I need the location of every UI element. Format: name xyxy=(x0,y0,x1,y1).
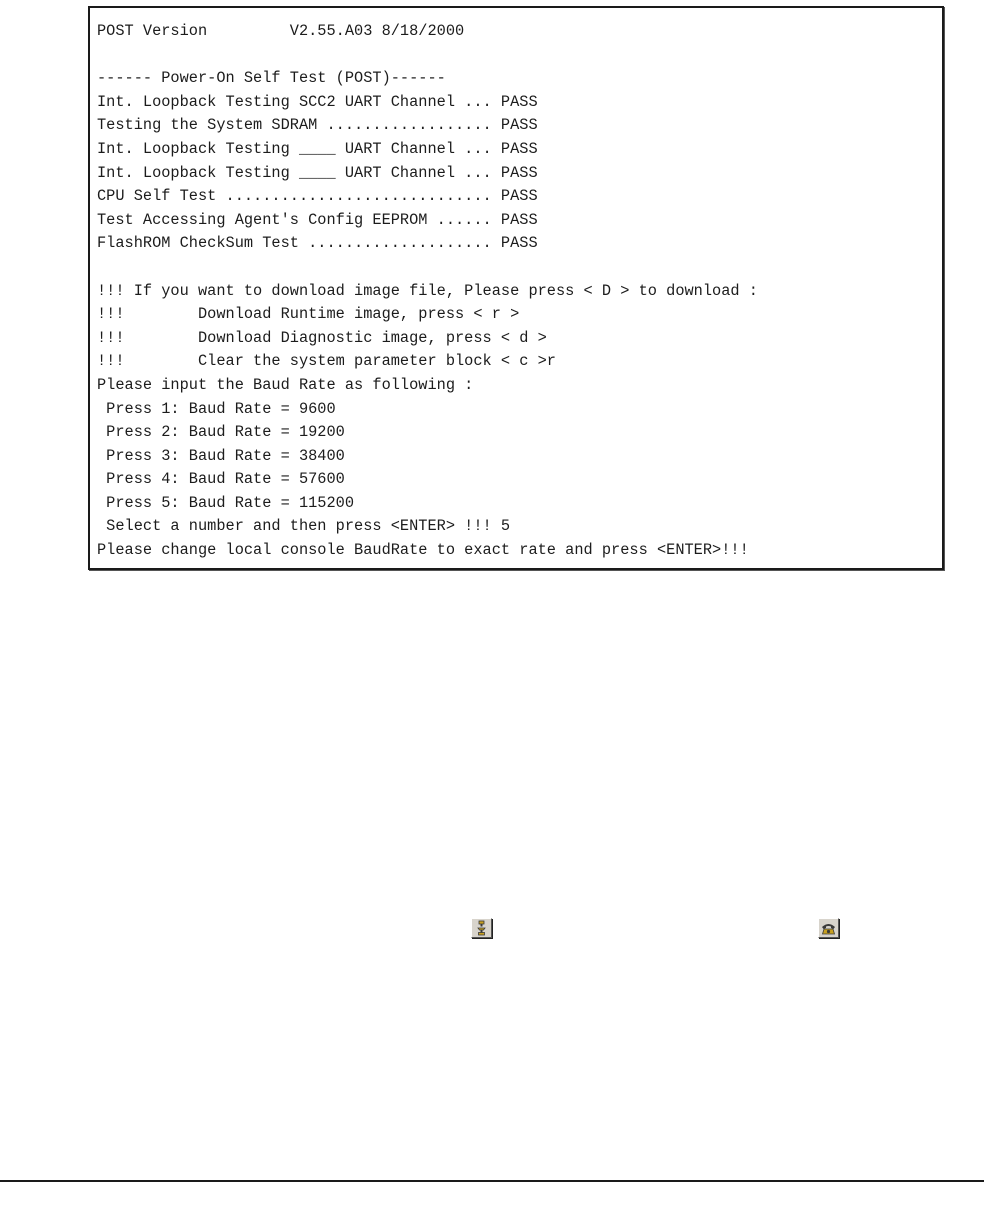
terminal-line: Int. Loopback Testing ____ UART Channel ... PASS xyxy=(97,139,538,158)
terminal-line: !!! Download Diagnostic image, press < d > xyxy=(97,328,547,347)
terminal-output[interactable] xyxy=(88,6,944,570)
terminal-line: ------ Power-On Self Test (POST)------ xyxy=(97,69,446,88)
terminal-line xyxy=(97,256,942,280)
connect-icon xyxy=(820,920,837,936)
terminal-line: Select a number and then press <ENTER> !!! 5 xyxy=(97,517,511,536)
terminal-line: Test Accessing Agent's Config EEPROM ...... PASS xyxy=(97,210,538,229)
terminal-line: Please change local console BaudRate to exact rate and press <ENTER>!!! xyxy=(97,541,749,560)
connect-button[interactable] xyxy=(818,918,839,938)
terminal-line: !!! Clear the system parameter block < c >r xyxy=(97,352,556,371)
terminal-line: !!! If you want to download image file, Please press < D > to download : xyxy=(97,281,758,300)
terminal-line: Press 4: Baud Rate = 57600 xyxy=(97,470,345,489)
terminal-line: Int. Loopback Testing ____ UART Channel ... PASS xyxy=(97,163,538,182)
terminal-line: FlashROM CheckSum Test .................... PASS xyxy=(97,234,538,253)
disconnect-button[interactable] xyxy=(471,918,492,938)
terminal-line: Please input the Baud Rate as following : xyxy=(97,375,474,394)
terminal-line xyxy=(97,44,942,68)
disconnect-icon xyxy=(473,920,490,936)
terminal-line: Press 3: Baud Rate = 38400 xyxy=(97,446,345,465)
terminal-line: Int. Loopback Testing SCC2 UART Channel ... PASS xyxy=(97,92,538,111)
terminal-line: POST Version V2.55.A03 8/18/2000 xyxy=(97,22,465,40)
terminal-line: Press 2: Baud Rate = 19200 xyxy=(97,423,345,442)
terminal-line: Press 5: Baud Rate = 115200 xyxy=(97,493,355,512)
footer-divider xyxy=(0,1180,984,1182)
terminal-line: !!! Download Runtime image, press < r > xyxy=(97,305,520,324)
terminal-line: Press 1: Baud Rate = 9600 xyxy=(97,399,336,418)
terminal-line: CPU Self Test ............................. PASS xyxy=(97,187,538,206)
terminal-line: Testing the System SDRAM .................. PASS xyxy=(97,116,538,135)
